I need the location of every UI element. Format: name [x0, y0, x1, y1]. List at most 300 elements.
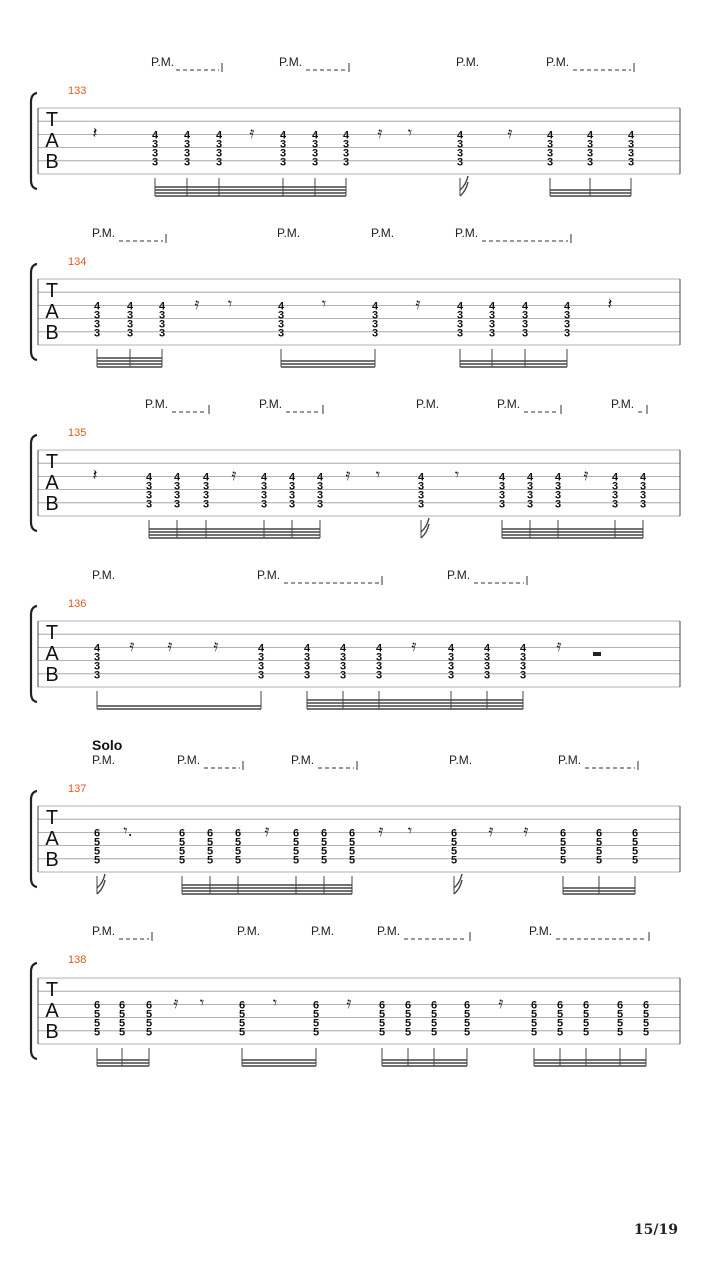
tab-clef-letter: A: [45, 1000, 59, 1022]
system-bracket: [31, 963, 37, 1059]
fret-number: 6: [320, 827, 328, 840]
fret-number: 5: [595, 854, 603, 867]
fret-number: 5: [178, 845, 186, 858]
fret-number: 5: [93, 1017, 101, 1030]
tab-clef-letter: B: [45, 664, 59, 686]
palm-mute-label: P.M.: [92, 753, 116, 767]
fret-number: 5: [430, 1017, 438, 1030]
fret-number: 3: [447, 651, 455, 664]
fret-number: 3: [521, 327, 529, 340]
fret-number: 3: [546, 147, 554, 160]
fret-number: 3: [173, 480, 181, 493]
fret-number: 6: [312, 999, 320, 1012]
fret-number: 4: [202, 471, 210, 484]
fret-number: 3: [456, 156, 464, 169]
fret-number: 5: [206, 836, 214, 849]
fret-number: 3: [611, 480, 619, 493]
fret-number: 4: [183, 129, 191, 142]
fret-number: 4: [456, 129, 464, 142]
staff-system-133: [31, 55, 680, 196]
fret-number: 3: [183, 156, 191, 169]
palm-mute-label: P.M.: [558, 753, 582, 767]
fret-number: 4: [279, 129, 287, 142]
staff-system-134: [31, 226, 680, 367]
fret-number: 3: [483, 669, 491, 682]
tab-clef-letter: A: [45, 130, 59, 152]
fret-number: 5: [559, 836, 567, 849]
fret-number: 5: [378, 1017, 386, 1030]
rest-icon: 𝄿: [249, 123, 255, 142]
fret-number: 5: [145, 1026, 153, 1039]
fret-number: 5: [582, 1026, 590, 1039]
fret-number: 5: [292, 836, 300, 849]
fret-number: 5: [642, 1017, 650, 1030]
fret-number: 3: [257, 651, 265, 664]
fret-number: 3: [311, 147, 319, 160]
fret-number: 4: [151, 129, 159, 142]
rest-icon: 𝄾.: [123, 821, 133, 840]
fret-number: 4: [417, 471, 425, 484]
fret-number: 3: [456, 318, 464, 331]
fret-number: 3: [456, 309, 464, 322]
palm-mute-label: P.M.: [92, 924, 116, 938]
palm-mute-label: P.M.: [311, 924, 335, 938]
fret-number: 3: [639, 498, 647, 511]
palm-mute-label: P.M.: [416, 397, 440, 411]
measure-number: 137: [68, 783, 87, 795]
measure-number: 138: [68, 954, 87, 966]
tab-clef-letter: B: [45, 493, 59, 515]
fret-number: 3: [173, 489, 181, 502]
fret-number: 3: [375, 669, 383, 682]
palm-mute-label: P.M.: [611, 397, 635, 411]
fret-number: 3: [279, 147, 287, 160]
palm-mute-label: P.M.: [237, 924, 261, 938]
rest-icon: 𝄿: [583, 465, 589, 484]
fret-number: 3: [257, 660, 265, 673]
fret-number: 5: [93, 845, 101, 858]
tab-clef-letter: B: [45, 322, 59, 344]
fret-number: 5: [631, 836, 639, 849]
fret-number: 6: [450, 827, 458, 840]
fret-number: 5: [234, 845, 242, 858]
fret-number: 5: [320, 854, 328, 867]
fret-number: 3: [303, 660, 311, 673]
fret-number: 4: [526, 471, 534, 484]
fret-number: 3: [627, 147, 635, 160]
fret-number: 5: [616, 1008, 624, 1021]
staff-system-136: [31, 568, 680, 709]
fret-number: 3: [417, 489, 425, 502]
fret-number: 4: [371, 300, 379, 313]
fret-number: 5: [404, 1017, 412, 1030]
tab-clef-letter: B: [45, 1021, 59, 1043]
fret-number: 4: [586, 129, 594, 142]
fret-number: 3: [202, 489, 210, 502]
system-bracket: [31, 791, 37, 887]
staff-system-138: [31, 924, 680, 1066]
section-label: Solo: [92, 737, 123, 753]
fret-number: 5: [145, 1017, 153, 1030]
fret-number: 3: [371, 309, 379, 322]
fret-number: 4: [257, 642, 265, 655]
fret-number: 5: [430, 1026, 438, 1039]
fret-number: 6: [206, 827, 214, 840]
fret-number: 4: [519, 642, 527, 655]
fret-number: 3: [563, 327, 571, 340]
fret-number: 5: [404, 1008, 412, 1021]
rest-icon: 𝄿: [523, 821, 529, 840]
fret-number: 4: [126, 300, 134, 313]
fret-number: 3: [93, 669, 101, 682]
rest-icon: 𝄿: [173, 993, 179, 1012]
fret-number: 4: [311, 129, 319, 142]
fret-number: 6: [556, 999, 564, 1012]
fret-number: 5: [559, 854, 567, 867]
fret-number: 3: [375, 660, 383, 673]
fret-number: 3: [303, 669, 311, 682]
rest-icon: 𝄾: [407, 821, 413, 840]
fret-number: 4: [316, 471, 324, 484]
fret-number: 3: [546, 156, 554, 169]
system-bracket: [31, 606, 37, 702]
fret-number: 5: [378, 1008, 386, 1021]
rest-icon: 𝄽: [92, 465, 98, 484]
fret-number: 5: [556, 1017, 564, 1030]
fret-number: 3: [145, 480, 153, 493]
fret-number: 3: [260, 480, 268, 493]
fret-number: 5: [450, 845, 458, 858]
fret-number: 3: [456, 138, 464, 151]
fret-number: 4: [145, 471, 153, 484]
fret-number: 3: [611, 489, 619, 502]
fret-number: 3: [639, 489, 647, 502]
rest-icon: 𝄿: [415, 294, 421, 313]
fret-number: 5: [206, 854, 214, 867]
fret-number: 3: [627, 138, 635, 151]
fret-number: 5: [238, 1026, 246, 1039]
fret-number: 3: [519, 660, 527, 673]
rest-icon: 𝄿: [556, 636, 562, 655]
fret-number: 3: [586, 147, 594, 160]
fret-number: 4: [447, 642, 455, 655]
fret-number: 3: [279, 138, 287, 151]
fret-number: 3: [526, 498, 534, 511]
fret-number: 5: [582, 1017, 590, 1030]
fret-number: 6: [559, 827, 567, 840]
fret-number: 5: [616, 1026, 624, 1039]
tab-clef-letter: A: [45, 643, 59, 665]
fret-number: 5: [238, 1017, 246, 1030]
rest-icon: 𝄿: [498, 993, 504, 1012]
measure-number: 136: [68, 598, 87, 610]
fret-number: 3: [126, 309, 134, 322]
tab-clef-letter: A: [45, 828, 59, 850]
fret-number: 3: [316, 489, 324, 502]
fret-number: 5: [595, 836, 603, 849]
rest-icon: 𝄿: [213, 636, 219, 655]
fret-number: 5: [530, 1026, 538, 1039]
fret-number: 3: [311, 138, 319, 151]
fret-number: 4: [521, 300, 529, 313]
fret-number: 5: [463, 1017, 471, 1030]
rest-icon: 𝄿: [129, 636, 135, 655]
tab-clef-letter: A: [45, 472, 59, 494]
fret-number: 6: [595, 827, 603, 840]
fret-number: 3: [277, 327, 285, 340]
tab-clef-letter: T: [45, 979, 59, 1001]
fret-number: 3: [183, 147, 191, 160]
fret-number: 3: [586, 138, 594, 151]
fret-number: 6: [145, 999, 153, 1012]
measure-number: 134: [68, 256, 87, 268]
fret-number: 3: [342, 138, 350, 151]
fret-number: 5: [118, 1017, 126, 1030]
fret-number: 3: [93, 309, 101, 322]
fret-number: 3: [447, 660, 455, 673]
palm-mute-label: P.M.: [546, 55, 570, 69]
fret-number: 5: [463, 1026, 471, 1039]
fret-number: 4: [483, 642, 491, 655]
palm-mute-label: P.M.: [257, 568, 281, 582]
system-bracket: [31, 435, 37, 531]
fret-number: 3: [215, 147, 223, 160]
palm-mute-label: P.M.: [455, 226, 479, 240]
rest-icon: 𝄾: [227, 294, 233, 313]
fret-number: 5: [559, 845, 567, 858]
palm-mute-label: P.M.: [371, 226, 395, 240]
fret-number: 6: [616, 999, 624, 1012]
fret-number: 3: [288, 489, 296, 502]
tab-clef-letter: B: [45, 849, 59, 871]
fret-number: 3: [202, 480, 210, 493]
palm-mute-label: P.M.: [529, 924, 553, 938]
fret-number: 3: [215, 156, 223, 169]
fret-number: 4: [215, 129, 223, 142]
fret-number: 3: [316, 498, 324, 511]
fret-number: 5: [93, 1026, 101, 1039]
fret-number: 4: [339, 642, 347, 655]
fret-number: 3: [456, 327, 464, 340]
fret-number: 3: [519, 651, 527, 664]
fret-number: 4: [563, 300, 571, 313]
fret-number: 4: [546, 129, 554, 142]
fret-number: 3: [447, 669, 455, 682]
fret-number: 5: [450, 854, 458, 867]
rest-icon: 𝄾: [272, 993, 278, 1012]
fret-number: 3: [151, 147, 159, 160]
fret-number: 3: [257, 669, 265, 682]
fret-number: 3: [526, 480, 534, 493]
fret-number: 3: [375, 651, 383, 664]
palm-mute-label: P.M.: [92, 568, 116, 582]
fret-number: 5: [320, 845, 328, 858]
fret-number: 3: [639, 480, 647, 493]
fret-number: 6: [582, 999, 590, 1012]
fret-number: 3: [145, 498, 153, 511]
fret-number: 5: [93, 854, 101, 867]
rest-icon: 𝄾: [454, 465, 460, 484]
fret-number: 6: [93, 827, 101, 840]
fret-number: 3: [498, 489, 506, 502]
fret-number: 3: [303, 651, 311, 664]
fret-number: 3: [563, 318, 571, 331]
fret-number: 3: [371, 327, 379, 340]
rest-icon: 𝄾: [321, 294, 327, 313]
tab-clef-letter: T: [45, 807, 59, 829]
fret-number: 5: [178, 836, 186, 849]
fret-number: 4: [303, 642, 311, 655]
fret-number: 5: [93, 836, 101, 849]
fret-number: 5: [178, 854, 186, 867]
rest-icon: 𝄿: [231, 465, 237, 484]
fret-number: 3: [498, 498, 506, 511]
palm-mute-label: P.M.: [177, 753, 201, 767]
fret-number: 3: [183, 138, 191, 151]
fret-number: 3: [342, 147, 350, 160]
fret-number: 6: [430, 999, 438, 1012]
rest-icon: 𝄿: [507, 123, 513, 142]
tab-clef-letter: T: [45, 109, 59, 131]
fret-number: 4: [554, 471, 562, 484]
rest-icon: 𝄿: [346, 993, 352, 1012]
fret-number: 6: [118, 999, 126, 1012]
fret-number: 3: [93, 318, 101, 331]
fret-number: 5: [642, 1026, 650, 1039]
fret-number: 3: [627, 156, 635, 169]
fret-number: 3: [288, 498, 296, 511]
fret-number: 4: [173, 471, 181, 484]
fret-number: 4: [93, 300, 101, 313]
fret-number: 5: [378, 1026, 386, 1039]
fret-number: 4: [611, 471, 619, 484]
fret-number: 3: [417, 480, 425, 493]
fret-number: 3: [488, 318, 496, 331]
fret-number: 3: [554, 489, 562, 502]
fret-number: 5: [348, 854, 356, 867]
fret-number: 3: [483, 660, 491, 673]
palm-mute-label: P.M.: [449, 753, 473, 767]
rest-icon: 𝄿: [411, 636, 417, 655]
rest-icon: 𝄾: [375, 465, 381, 484]
fret-number: 6: [178, 827, 186, 840]
fret-number: 4: [627, 129, 635, 142]
fret-number: 3: [145, 489, 153, 502]
fret-number: 3: [339, 651, 347, 664]
fret-number: 6: [463, 999, 471, 1012]
palm-mute-label: P.M.: [447, 568, 471, 582]
half-rest-icon: [593, 652, 601, 656]
fret-number: 6: [93, 999, 101, 1012]
fret-number: 3: [519, 669, 527, 682]
fret-number: 3: [158, 318, 166, 331]
palm-mute-label: P.M.: [456, 55, 480, 69]
rest-icon: 𝄿: [377, 123, 383, 142]
tab-clef-letter: T: [45, 622, 59, 644]
fret-number: 6: [631, 827, 639, 840]
system-bracket: [31, 93, 37, 189]
palm-mute-label: P.M.: [291, 753, 315, 767]
fret-number: 5: [238, 1008, 246, 1021]
fret-number: 3: [498, 480, 506, 493]
palm-mute-label: P.M.: [145, 397, 169, 411]
fret-number: 3: [277, 309, 285, 322]
fret-number: 3: [126, 327, 134, 340]
fret-number: 3: [158, 309, 166, 322]
fret-number: 4: [288, 471, 296, 484]
fret-number: 5: [404, 1026, 412, 1039]
fret-number: 4: [456, 300, 464, 313]
rest-icon: 𝄿: [167, 636, 173, 655]
measure-number: 133: [68, 85, 87, 97]
fret-number: 5: [312, 1008, 320, 1021]
rest-icon: 𝄿: [345, 465, 351, 484]
fret-number: 5: [642, 1008, 650, 1021]
fret-number: 5: [463, 1008, 471, 1021]
rest-icon: 𝄾: [407, 123, 413, 142]
page-number: 15/19: [633, 1222, 678, 1238]
fret-number: 5: [292, 845, 300, 858]
fret-number: 6: [404, 999, 412, 1012]
fret-number: 4: [277, 300, 285, 313]
fret-number: 3: [316, 480, 324, 493]
palm-mute-label: P.M.: [277, 226, 301, 240]
rest-icon: 𝄿: [194, 294, 200, 313]
fret-number: 5: [595, 845, 603, 858]
staff-system-137: [31, 737, 680, 894]
fret-number: 5: [320, 836, 328, 849]
fret-number: 3: [93, 651, 101, 664]
fret-number: 5: [450, 836, 458, 849]
rest-icon: 𝄾: [199, 993, 205, 1012]
fret-number: 4: [375, 642, 383, 655]
fret-number: 3: [151, 138, 159, 151]
fret-number: 6: [642, 999, 650, 1012]
fret-number: 5: [312, 1017, 320, 1030]
tab-clef-letter: T: [45, 451, 59, 473]
fret-number: 5: [118, 1026, 126, 1039]
fret-number: 6: [530, 999, 538, 1012]
fret-number: 5: [348, 845, 356, 858]
fret-number: 3: [279, 156, 287, 169]
fret-number: 3: [417, 498, 425, 511]
fret-number: 4: [342, 129, 350, 142]
palm-mute-label: P.M.: [279, 55, 303, 69]
fret-number: 5: [556, 1026, 564, 1039]
fret-number: 6: [238, 999, 246, 1012]
fret-number: 3: [488, 327, 496, 340]
fret-number: 3: [342, 156, 350, 169]
fret-number: 6: [292, 827, 300, 840]
fret-number: 4: [488, 300, 496, 313]
fret-number: 4: [498, 471, 506, 484]
fret-number: 3: [521, 309, 529, 322]
fret-number: 3: [260, 498, 268, 511]
fret-number: 4: [260, 471, 268, 484]
fret-number: 4: [93, 642, 101, 655]
fret-number: 3: [288, 480, 296, 493]
fret-number: 3: [526, 489, 534, 502]
fret-number: 5: [234, 854, 242, 867]
fret-number: 5: [530, 1017, 538, 1030]
fret-number: 3: [311, 156, 319, 169]
rest-icon: 𝄿: [264, 821, 270, 840]
fret-number: 3: [339, 660, 347, 673]
fret-number: 5: [430, 1008, 438, 1021]
fret-number: 3: [488, 309, 496, 322]
rest-icon: 𝄽: [607, 294, 613, 313]
fret-number: 5: [93, 1008, 101, 1021]
